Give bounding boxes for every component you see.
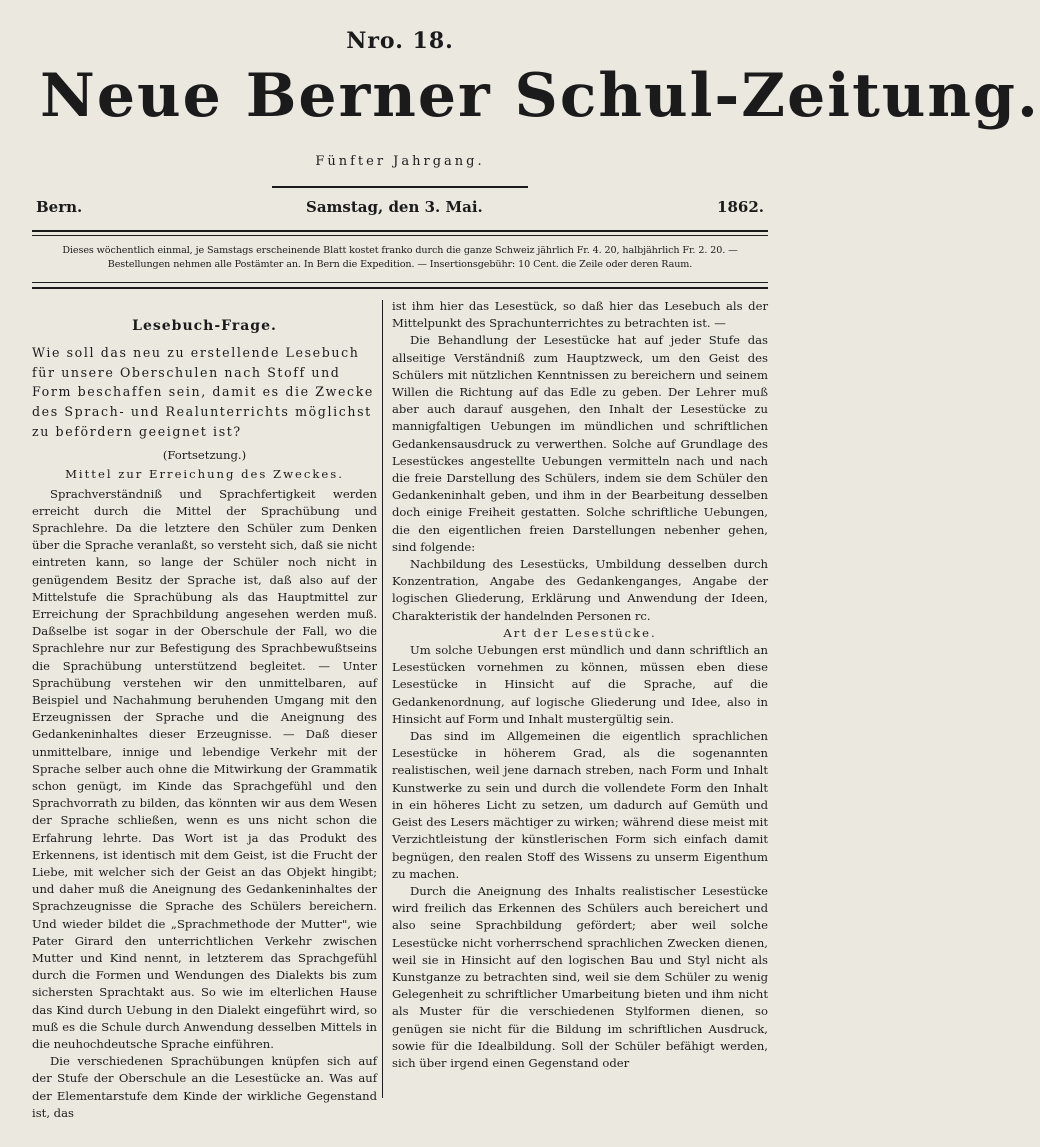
header-rule-top	[32, 230, 768, 232]
volume-line: Fünfter Jahrgang.	[315, 154, 485, 169]
paragraph: Das sind im Allgemeinen die eigentlich sprachlichen Lesestücke in höherem Grad, als die sogenannten realistischen, weil jene darnach streben, nach Form und Inhalt Kunstwerke zu sein und durch die vollendete Form den Inhalt in ein höheres Licht zu setzen, um dadurch auf Gemüth und Geist des Lesers mächtiger zu wirken; während diese meist mit Verzichtleistung der künstlerischen Form sich einfach damit begnügen, den realen Stoff des Wissens zu unserm Eigenthum zu machen.	[392, 729, 768, 881]
right-section-heading: Art der Lesestücke.	[503, 625, 657, 640]
header-rule-top-thin	[32, 235, 768, 236]
dateline-year: 1862.	[717, 198, 764, 216]
article-title: Lesebuch-Frage.	[132, 318, 277, 334]
dateline-place: Bern.	[36, 198, 83, 216]
dateline	[36, 198, 764, 220]
continuation-note: (Fortsetzung.)	[162, 448, 247, 463]
paragraph: Die verschiedenen Sprachübungen knüpfen sich auf der Stufe der Oberschule an die Lesestücke an. Was auf der Elementarstufe dem Kinde der wirkliche Gegenstand ist, das	[32, 1054, 377, 1120]
issue-number: Nro. 18.	[346, 28, 454, 54]
paragraph: Um solche Uebungen erst mündlich und dann schriftlich an Lesestücken vornehmen zu können, müssen eben diese Lesestücke in Hinsicht auf die Sprache, auf die Gedankenordnung, auf logische Gliederung und Idee, also in Hinsicht auf Form und Inhalt mustergültig sein.	[392, 643, 768, 726]
paragraph: Die Behandlung der Lesestücke hat auf jeder Stufe das allseitige Verständniß zum Hauptzweck, um den Geist des Schülers mit nützlichen Kenntnissen zu bereichern und seinem Willen die Richtung auf das Edle zu geben. Der Lehrer muß aber auch darauf ausgehen, den Inhalt der Lesestücke zu mannigfaltigen Uebungen im mündlichen und schriftlichen Gedankensausdruck zu verwerthen. Solche auf Grundlage des Lesestückes angestellte Uebungen vermitteln nach und nach die freie Darstellung des Schülers, indem sie dem Schüler den Gedankeninhalt geben, und ihm in der Bearbeitung desselben doch einige Freiheit gestatten. Solche schriftliche Uebungen, die den eigentlichen freien Darstellungen nebenher gehen, sind folgende:	[392, 333, 768, 554]
paragraph: Durch die Aneignung des Inhalts realistischer Lesestücke wird freilich das Erkennen des Schülers auch bereichert und also seine Sprachbildung gefördert; aber weil solche Lesestücke nicht vorherrschend sprachlichen Zwecken dienen, weil sie in Hinsicht auf den logischen Bau und Styl nicht als Kunstganze zu betrachten sind, weil sie dem Schüler zu wenig Gelegenheit zu schriftlicher Umarbeitung bieten und ihm nicht als Muster für die verschiedenen Stylformen dienen, so genügen sie nicht für die Bildung im schriftlichen Ausdruck, sowie für die Idealbildung. Soll der Schüler befähigt werden, sich über irgend einen Gegenstand oder	[392, 883, 768, 1070]
notice-line-2: Bestellungen nehmen alle Postämter an. In Bern die Expedition. — Insertionsgebühr: 10 Cent. die Zeile oder deren Raum.	[107, 259, 693, 270]
masthead-title: Neue Berner Schul-Zeitung.	[40, 61, 1040, 131]
dateline-date: Samstag, den 3. Mai.	[306, 198, 483, 216]
subscription-notice	[36, 244, 764, 272]
paragraph: Nachbildung des Lesestücks, Umbildung desselben durch Konzentration, Angabe des Gedankenganges, Angabe der logischen Gliederung, Erklärung und Anwendung der Ideen, Charakteristik der handelnden Personen rc.	[392, 557, 768, 623]
notice-rule	[32, 287, 768, 289]
notice-line-1: Dieses wöchentlich einmal, je Samstags erscheinende Blatt kostet franko durch die ganze Schweiz jährlich Fr. 4. 20, halbjährlich Fr. 2. 20. —	[62, 245, 738, 256]
left-column	[32, 318, 377, 1122]
section-heading: Mittel zur Erreichung des Zweckes.	[65, 467, 344, 482]
paragraph: Sprachverständniß und Sprachfertigkeit werden erreicht durch die Mittel der Sprachübung und Sprachlehre. Da die letztere den Schüler zum Denken über die Sprache veranlaßt, so versteht sich, daß sie nicht eintreten kann, so lange der Schüler noch nicht in genügendem Besitz der Sprache ist, daß also auf der Mittelstufe die Sprachübung als das Hauptmittel zur Erreichung der Sprachbildung angesehen werden muß. Daßselbe ist sogar in der Oberschule der Fall, wo die Sprachlehre nur zur Befestigung des Sprachbewußtseins die Sprachübung unterstützend begleitet. — Unter Sprachübung verstehen wir den unmittelbaren, auf Beispiel und Nachahmung beruhenden Umgang mit den Erzeugnissen der Sprache und die Aneignung des Gedankeninhaltes dieser Erzeugnisse. — Daß dieser unmittelbare, innige und lebendige Verkehr mit der Sprache selber auch ohne die Mitwirkung der Grammatik schon genügt, im Kinde das Sprachgefühl und den Sprachvorrath zu bilden, das könnten wir aus dem Wesen der Sprache schließen, wenn es uns nicht schon die Erfahrung lehrte. Das Wort ist ja das Produkt des Erkennens, ist identisch mit dem Geist, ist die Frucht der Liebe, mit welcher sich der Geist an das Objekt hingibt; und daher muß die Aneignung des Gedankeninhaltes der Sprachzeugnisse die Sprache des Schülers bereichern. Und wieder bildet die „Sprachmethode der Mutter", wie Pater Girard den unterrichtlichen Verkehr zwischen Mutter und Kind nennt, in letzterem das Sprachgefühl durch die Formen und Wendungen des Dialekts bis zum sichersten Sprachtakt aus. So wie im elterlichen Hause das Kind durch Uebung in den Dialekt eingeführt wird, so muß es die Schule durch Anwendung desselben Mittels in die neuhochdeutsche Sprache einführen.	[32, 486, 377, 1052]
article-question: Wie soll das neu zu erstellende Lesebuch für unsere Oberschulen nach Stoff und Form beschaffen sein, damit es die Zwecke des Sprach- und Realunterrichts möglichst zu befördern geeignet ist?	[32, 345, 374, 439]
masthead-rule	[272, 186, 528, 188]
paragraph: ist ihm hier das Lesestück, so daß hier das Lesebuch als der Mittelpunkt des Sprachunterrichtes zu betrachten ist. —	[392, 299, 768, 331]
column-divider	[382, 300, 383, 1098]
notice-rule-thin	[32, 282, 768, 283]
right-column	[392, 298, 768, 1072]
